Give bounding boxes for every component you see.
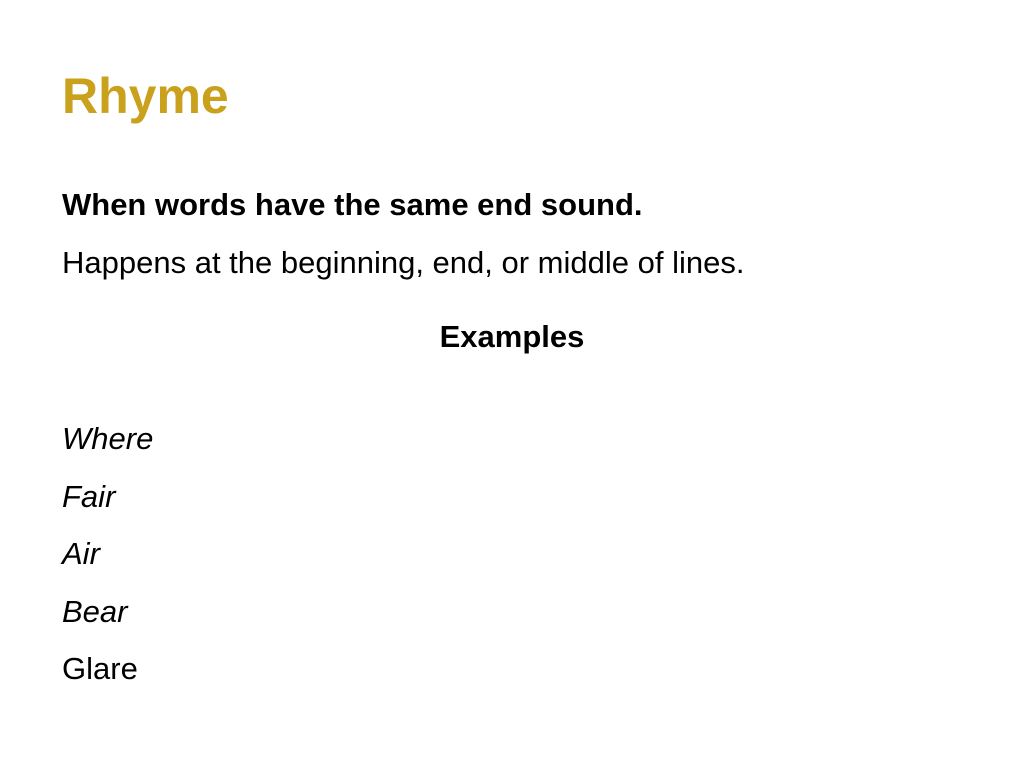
- example-list: [62, 410, 153, 698]
- example-word: Where: [62, 421, 154, 456]
- example-word: Glare: [62, 651, 138, 686]
- example-word: Air: [62, 536, 100, 571]
- detail-text: Happens at the beginning, end, or middle of lines.: [62, 245, 745, 280]
- examples-heading: Examples: [439, 319, 585, 354]
- definition-text: When words have the same end sound.: [62, 187, 643, 222]
- example-word: Fair: [62, 478, 116, 514]
- slide-title: Rhyme: [62, 68, 229, 124]
- example-word: Bear: [62, 593, 128, 629]
